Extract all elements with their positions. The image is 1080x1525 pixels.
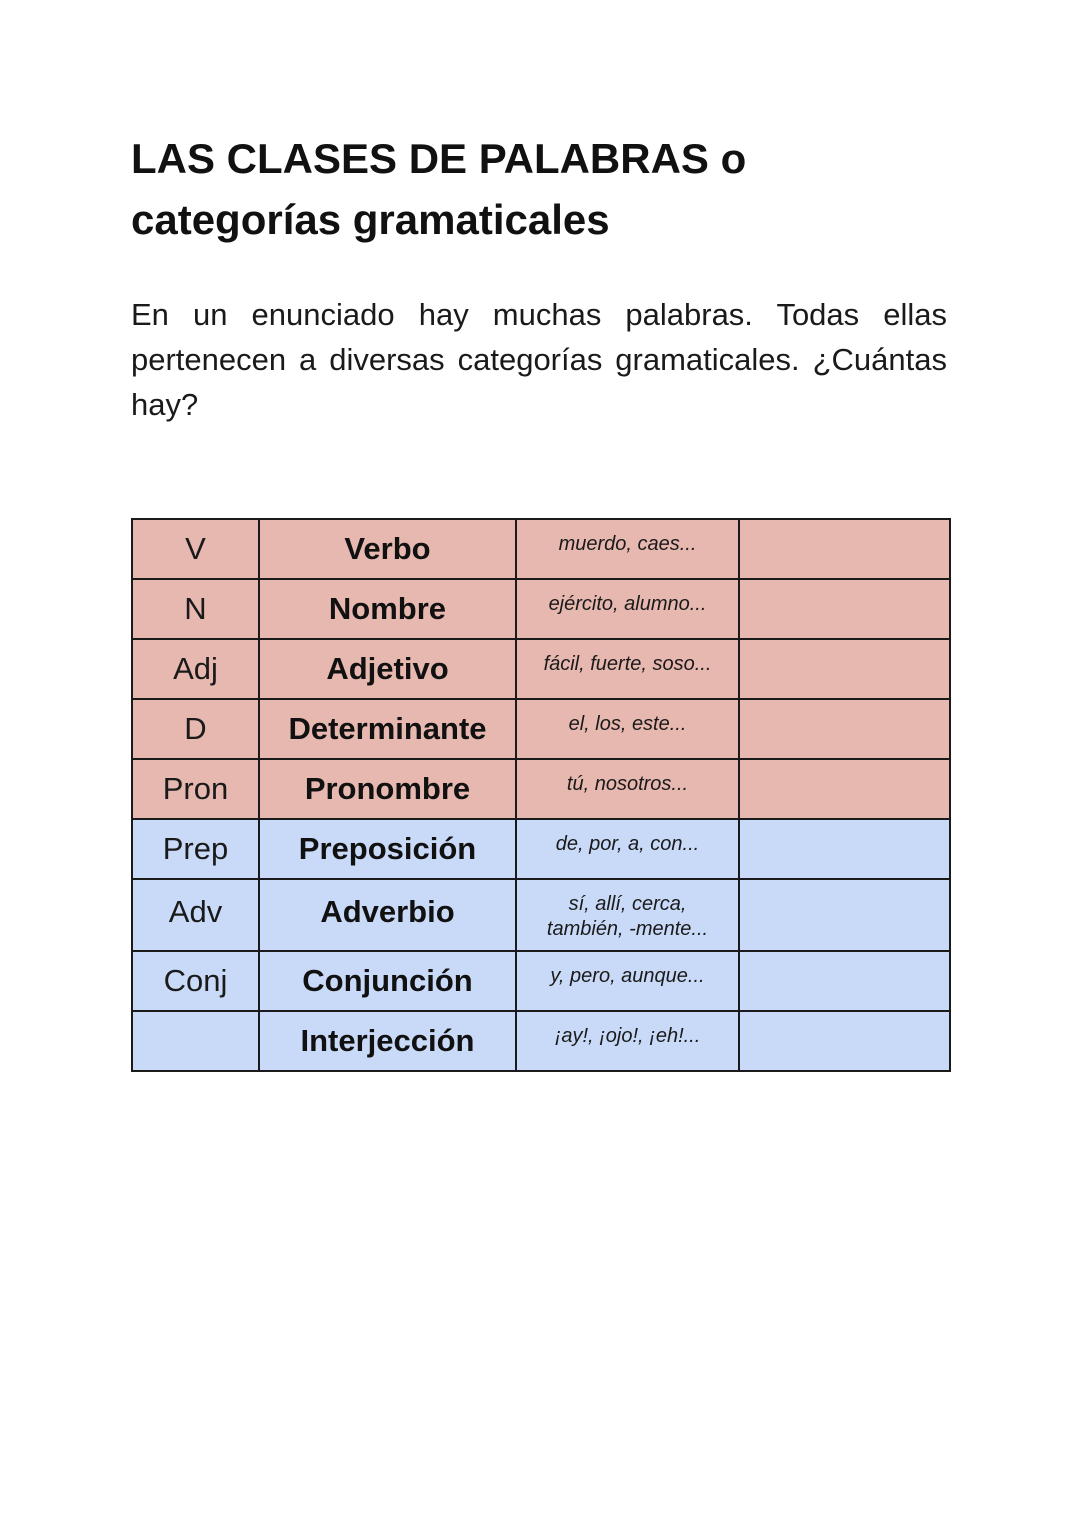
table-row-preposicion: [132, 819, 950, 879]
abbr-cell: Adj: [132, 639, 259, 699]
example-line: y, pero, aunque...: [550, 965, 705, 987]
examples-cell: [516, 951, 739, 1011]
category-name-cell: Conjunción: [259, 951, 516, 1011]
category-name-cell: Adjetivo: [259, 639, 516, 699]
empty-note-cell: [739, 1011, 950, 1071]
example-line: tú, nosotros...: [566, 773, 689, 795]
examples-cell: [516, 699, 739, 759]
table-row-pronombre: [132, 759, 950, 819]
abbr-cell: V: [132, 519, 259, 579]
example-line: fácil, fuerte, soso...: [543, 653, 712, 675]
category-name-cell: Verbo: [259, 519, 516, 579]
page-title-line-2: categorías gramaticales: [131, 196, 610, 243]
table-row-adjetivo: [132, 639, 950, 699]
empty-note-cell: [739, 819, 950, 879]
empty-note-cell: [739, 951, 950, 1011]
abbr-cell: D: [132, 699, 259, 759]
examples-cell: [516, 819, 739, 879]
table-row-interjeccion: [132, 1011, 950, 1071]
abbr-cell: N: [132, 579, 259, 639]
category-name-cell: Adverbio: [259, 879, 516, 951]
abbr-cell: [132, 1011, 259, 1071]
example-line: sí, allí, cerca,: [568, 893, 687, 915]
empty-note-cell: [739, 519, 950, 579]
example-line: ¡ay!, ¡ojo!, ¡eh!...: [554, 1025, 701, 1047]
examples-cell: [516, 759, 739, 819]
empty-note-cell: [739, 699, 950, 759]
abbr-cell: Pron: [132, 759, 259, 819]
category-name-cell: Preposición: [259, 819, 516, 879]
table-row-verbo: [132, 519, 950, 579]
page-title-line-1: LAS CLASES DE PALABRAS o: [131, 135, 747, 182]
examples-cell: [516, 879, 739, 951]
intro-paragraph: En un enunciado hay muchas palabras. Todas ellas pertenecen a diversas categorías gramaticales. ¿Cuántas hay?: [131, 297, 947, 422]
page-title: [131, 128, 951, 250]
example-line: el, los, este...: [568, 713, 687, 735]
empty-note-cell: [739, 639, 950, 699]
example-line: también, -mente...: [546, 918, 709, 940]
table-row-nombre: [132, 579, 950, 639]
abbr-cell: Prep: [132, 819, 259, 879]
empty-note-cell: [739, 759, 950, 819]
examples-cell: [516, 1011, 739, 1071]
abbr-cell: Conj: [132, 951, 259, 1011]
examples-cell: [516, 519, 739, 579]
examples-cell: [516, 579, 739, 639]
table-row-conjuncion: [132, 951, 950, 1011]
empty-note-cell: [739, 879, 950, 951]
empty-note-cell: [739, 579, 950, 639]
example-line: de, por, a, con...: [555, 833, 700, 855]
category-name-cell: Determinante: [259, 699, 516, 759]
example-line: muerdo, caes...: [558, 533, 697, 555]
category-name-cell: Pronombre: [259, 759, 516, 819]
category-name-cell: Interjección: [259, 1011, 516, 1071]
category-name-cell: Nombre: [259, 579, 516, 639]
examples-cell: [516, 639, 739, 699]
table-row-adverbio: [132, 879, 950, 951]
abbr-cell: Adv: [132, 879, 259, 951]
example-line: ejército, alumno...: [548, 593, 707, 615]
table-row-determinante: [132, 699, 950, 759]
word-classes-table: [131, 518, 951, 1072]
